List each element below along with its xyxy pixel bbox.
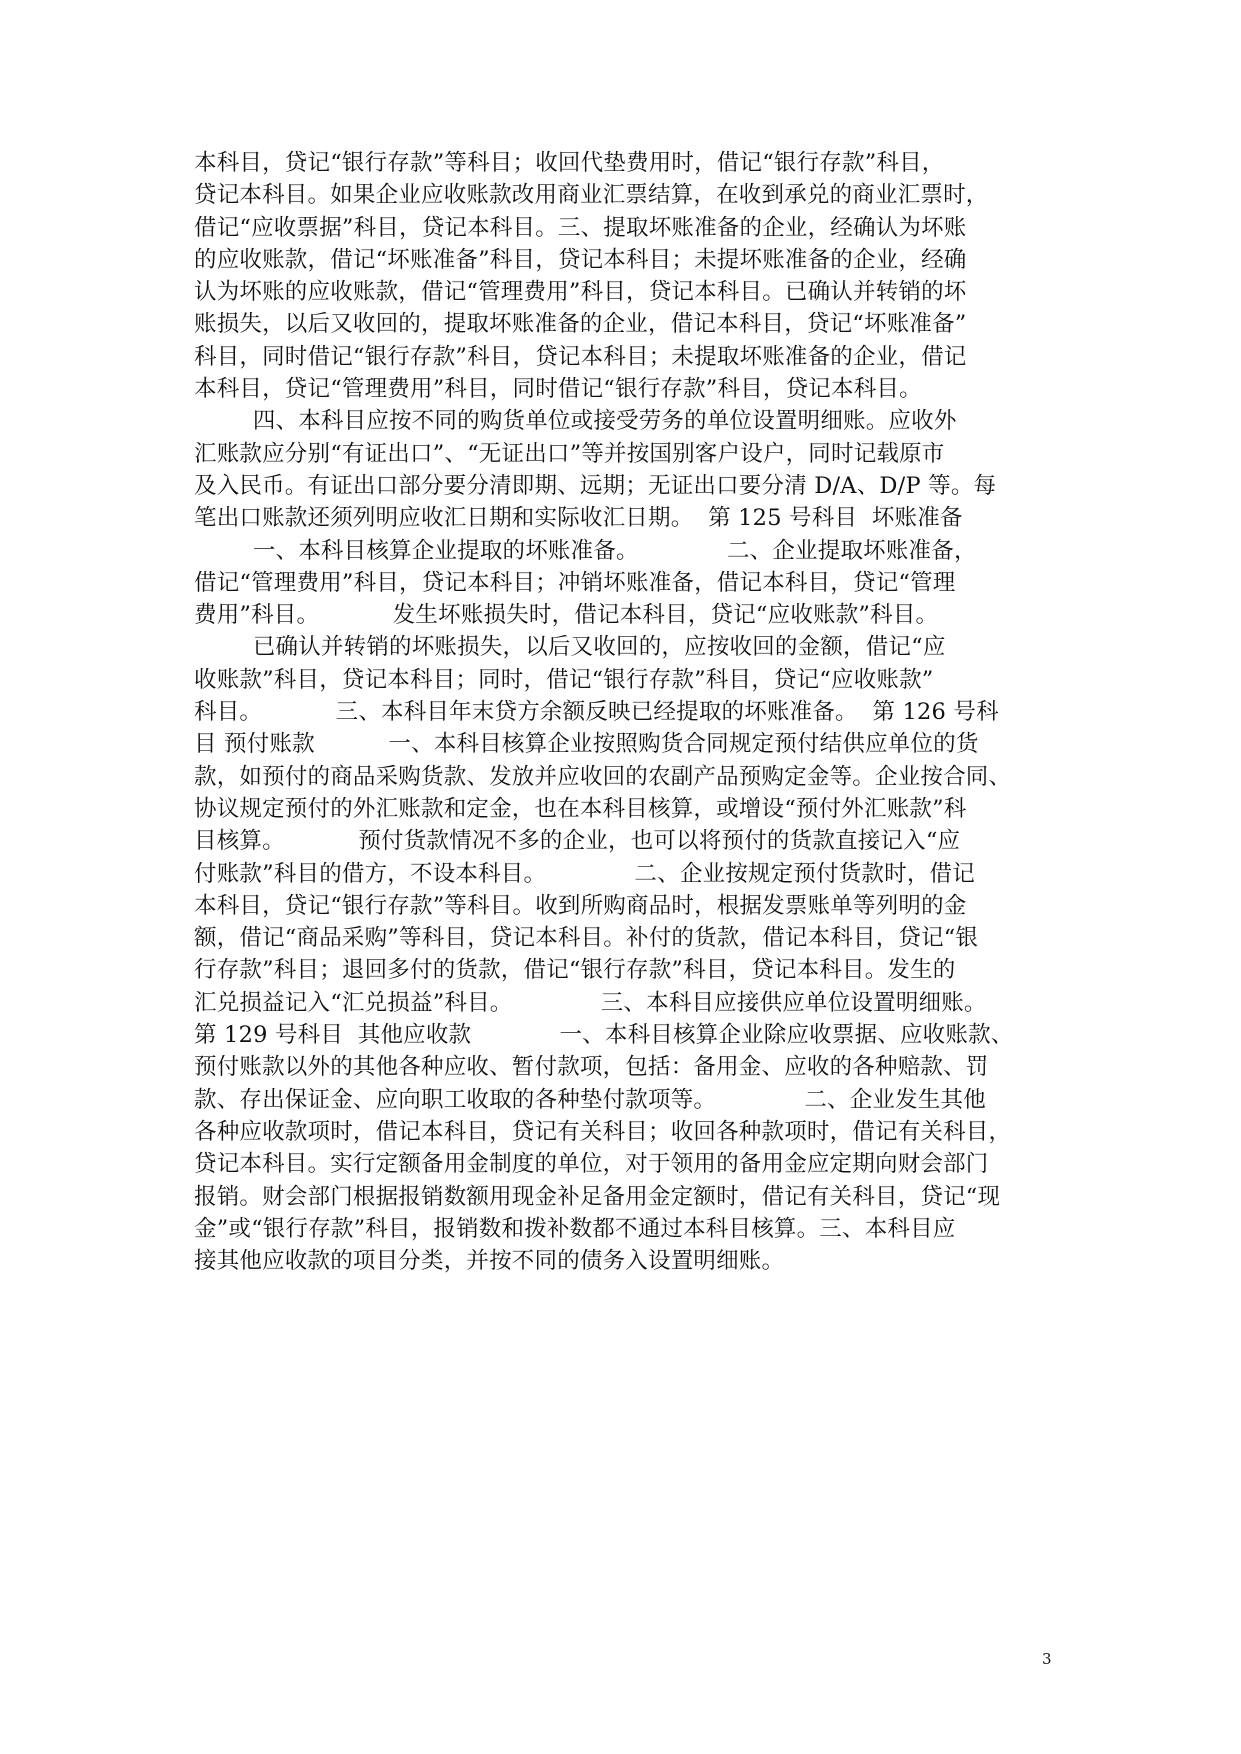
text-line: 笔出口账款还须列明应收汇日期和实际收汇日期。 第 125 号科目 坏账准备 [194,505,963,532]
text-line: 报销。财会部门根据报销数额用现金补足备用金定额时，借记有关科目，贷记“现 [194,1183,1001,1210]
text-line: 四、本科目应按不同的购货单位或接受劳务的单位设置明细账。应收外 [194,408,957,435]
text-line: 的应收账款，借记“坏账准备”科目，贷记本科目；未提坏账准备的企业，经确 [194,246,967,273]
text-line: 金”或“银行存款”科目，报销数和拨补数都不通过本科目核算。三、本科目应 [194,1215,956,1242]
text-line: 一、本科目核算企业提取的坏账准备。 二、企业提取坏账准备， [194,537,977,564]
text-line: 账损失，以后又收回的，提取坏账准备的企业，借记本科目，贷记“坏账准备” [194,311,967,338]
text-line: 借记“管理费用”科目，贷记本科目；冲销坏账准备，借记本科目，贷记“管理 [194,569,956,596]
text-line: 收账款”科目，贷记本科目；同时，借记“银行存款”科目，贷记“应收账款” [194,666,934,693]
text-line: 汇账款应分别“有证出口”、“无证出口”等并按国别客户设户，同时记载原市 [194,440,945,467]
text-line: 贷记本科目。如果企业应收账款改用商业汇票结算，在收到承兑的商业汇票时， [194,182,989,209]
text-line: 科目，同时借记“银行存款”科目，贷记本科目；未提取坏账准备的企业，借记 [194,343,967,370]
body-text [194,147,1056,1277]
text-line: 科目。 三、本科目年末贷方余额反映已经提取的坏账准备。 第 126 号科 [194,699,999,726]
text-line: 各种应收款项时，借记本科目，贷记有关科目；收回各种款项时，借记有关科目， [194,1118,1012,1145]
text-line: 本科目，贷记“管理费用”科目，同时借记“银行存款”科目，贷记本科目。 [194,376,922,403]
text-line: 本科目，贷记“银行存款”等科目；收回代垫费用时，借记“银行存款”科目， [194,150,945,176]
text-line: 汇兑损益记入“汇兑损益”科目。 三、本科目应接供应单位设置明细账。 [194,989,987,1016]
text-line: 目 预付账款 一、本科目核算企业按照购货合同规定预付结供应单位的货 [194,731,979,758]
text-line: 及入民币。有证出口部分要分清即期、远期；无证出口要分清 D/A、D/P 等。每 [194,472,997,499]
text-line: 款，如预付的商品采购货款、发放并应收回的农副产品预购定金等。企业按合同、 [194,763,1012,790]
text-line: 认为坏账的应收账款，借记“管理费用”科目，贷记本科目。已确认并转销的坏 [194,279,967,306]
text-line: 第 129 号科目 其他应收款 一、本科目核算企业除应收票据、应收账款、 [194,1022,1014,1049]
text-line: 协议规定预付的外汇账款和定金，也在本科目核算，或增设“预付外汇账款”科 [194,795,967,822]
text-line: 借记“应收票据”科目，贷记本科目。三、提取坏账准备的企业，经确认为坏账 [194,214,967,241]
text-line: 付账款”科目的借方，不设本科目。 二、企业按规定预付货款时，借记 [194,860,975,887]
text-line: 额，借记“商品采购”等科目，贷记本科目。补付的货款，借记本科目，贷记“银 [194,925,979,952]
text-line: 贷记本科目。实行定额备用金制度的单位，对于领用的备用金应定期向财会部门 [194,1151,989,1178]
text-line: 行存款”科目；退回多付的货款，借记“银行存款”科目，贷记本科目。发生的 [194,957,956,984]
page-number: 3 [1042,1650,1052,1668]
text-line: 费用”科目。 发生坏账损失时，借记本科目，贷记“应收账款”科目。 [194,602,939,629]
text-line: 接其他应收款的项目分类，并按不同的债务入设置明细账。 [194,1248,785,1275]
text-line: 本科目，贷记“银行存款”等科目。收到所购商品时，根据发票账单等列明的金 [194,892,967,919]
text-line: 款、存出保证金、应向职工收取的各种垫付款项等。 二、企业发生其他 [194,1086,986,1113]
text-line: 已确认并转销的坏账损失，以后又收回的，应按收回的金额，借记“应 [194,634,946,661]
text-line: 目核算。 预付货款情况不多的企业，也可以将预付的货款直接记入“应 [194,828,961,855]
text-line: 预付账款以外的其他各种应收、暂付款项，包括：备用金、应收的各种赔款、罚 [194,1054,989,1081]
